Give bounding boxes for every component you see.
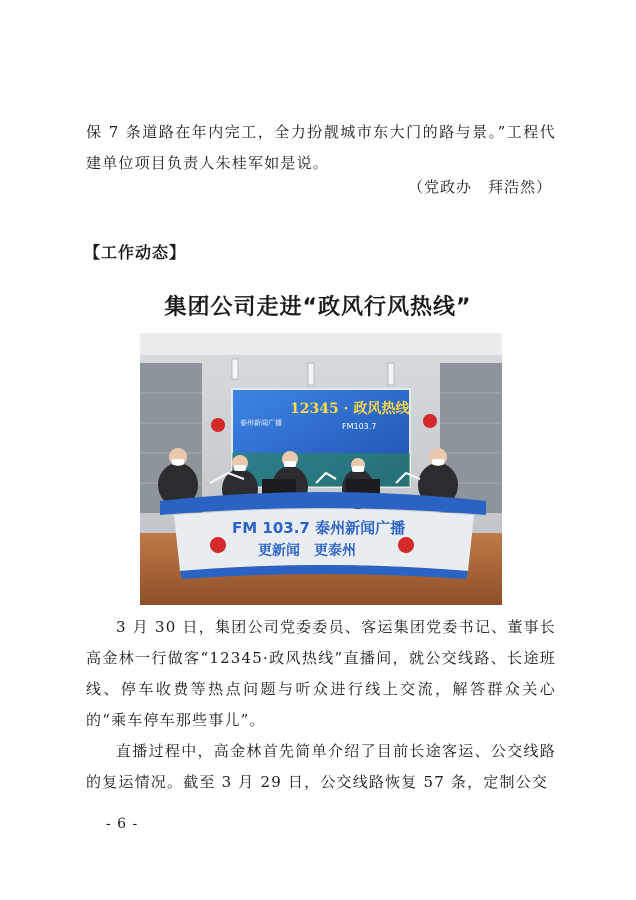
intro-paragraph: 保 7 条道路在年内完工，全力扮靓城市东大门的路与景。”工程代建单位项目负责人朱桂军如是说。 [86, 123, 556, 172]
paragraph-2: 直播过程中，高金林首先简单介绍了目前长途客运、公交线路的复运情况。截至 3 月 29 日，公交线路恢复 57 条，定制公交 [86, 742, 556, 791]
desk-logo-right [398, 537, 414, 553]
screen-hotline: 12345 · 政风热线 [290, 401, 410, 417]
studio-photo [140, 333, 502, 605]
paragraph-1: 3 月 30 日，集团公司党委委员、客运集团党委书记、董事长高金林一行做客“12345·政风热线”直播间，就公交线路、长途班线、停车收费等热点问题与听众进行线上交流，解答群众关心的“乘车停车那些事儿”。 [86, 618, 556, 729]
author-credit: （党政办 拜浩然） [407, 178, 552, 196]
article-title: 集团公司走进“政风行风热线” [164, 295, 472, 320]
page-number: - 6 - [106, 816, 139, 832]
red-ornament-left [211, 418, 225, 432]
section-heading: 【工作动态】 [84, 243, 187, 262]
screen-freq: FM103.7 [342, 422, 377, 431]
red-ornament-right [423, 414, 437, 428]
screen-brand: 泰州新闻广播 [240, 419, 282, 427]
desk-slogan: 更新闻 更泰州 [258, 543, 356, 559]
desk-logo-left [210, 537, 226, 553]
desk-banner: FM 103.7 泰州新闻广播 [232, 519, 406, 537]
